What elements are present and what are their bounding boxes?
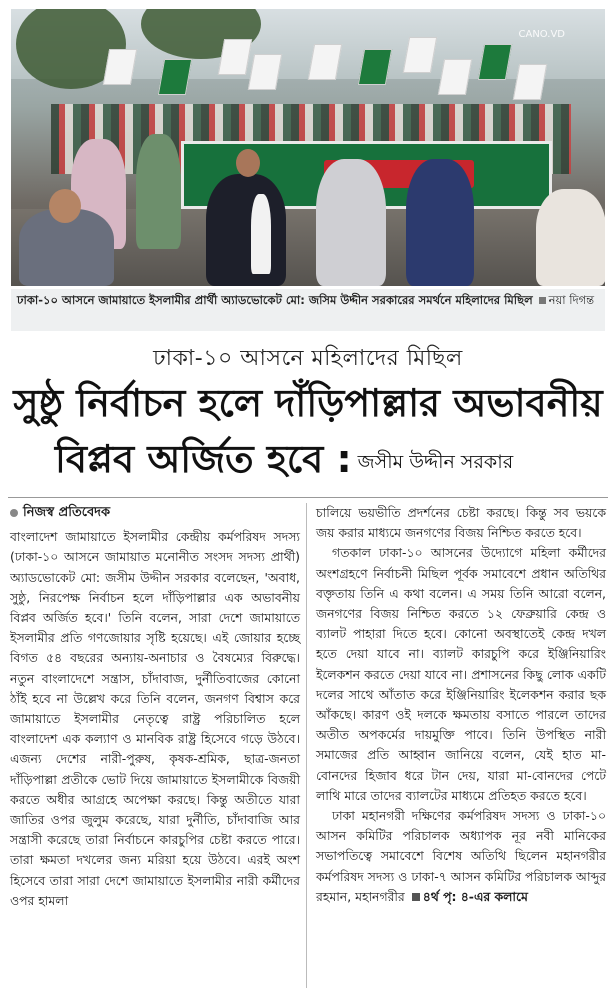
square-bullet-icon [412,893,420,901]
jump-text: ৪র্থ পৃ: ৪-এর কলামে [422,888,528,904]
article-paragraph: চালিয়ে ভয়ভীতি প্রদর্শনের চেষ্টা করছে। কিন্তু সব ভয়কে জয় করার মাধ্যমে জনগণের বিজয় নিশ্চিত করতে হবে। [316,505,606,541]
article-paragraph-text: ঢাকা মহানগরী দক্ষিণের কর্মপরিষদ সদস্য ও ঢাকা-১০ আসন কমিটির পরিচালক অধ্যাপক নূর নবী মানিকের সভাপতিত্বে সমাবেশে বিশেষ অতিথি ছিলেন মহানগরীর কর্মপরিষদ সদস্য ও ঢাকা-৭ আসন কমিটির পরিচালক আব্দুর রহমান, মহানগরীর [316,808,606,904]
caption-text: ঢাকা-১০ আসনে জামায়াতে ইসলামীর প্রার্থী অ্যাডভোকেট মো: জসিম উদ্দীন সরকারের সমর্থনে মহিলাদের মিছিল [17,293,533,307]
photo-watermark: CANO.VD [518,29,565,40]
headline-speaker: জসীম উদ্দীন সরকার [357,450,514,473]
bullet-icon [10,509,18,517]
kicker-heading: ঢাকা-১০ আসনে মহিলাদের মিছিল [153,346,463,371]
article-column-left [10,503,300,911]
headline-line-2-text: বিপ্লব অর্জিত হবে : [55,437,352,481]
rally-photo [11,9,605,286]
headline-line-2 [55,436,615,485]
divider [8,497,608,498]
article-column-right [316,503,606,907]
photo-caption [11,289,605,331]
square-bullet-icon [539,297,546,304]
reporter-line [10,503,300,523]
caption-credit: নয়া দিগন্ত [548,293,595,307]
article-paragraph [316,806,606,907]
column-divider [306,503,307,988]
headline-line-1: সুষ্ঠু নির্বাচন হলে দাঁড়িপাল্লার অভাবনীয় [13,381,603,425]
article-paragraph: গতকাল ঢাকা-১০ আসনের উদ্যোগে মহিলা কর্মীদের অংশগ্রহণে নির্বাচনী মিছিল পূর্বক সমাবেশে প্রধান অতিথির বক্তৃতায় তিনি এ কথা বলেন। এ সময় তিনি আরো বলেন, জনগণের বিজয় নিশ্চিত করতে ১২ ফেব্রুয়ারি কেন্দ্র ও ব্যালট পাহারা দিতে হবে। কোনো অবস্থাতেই কেন্দ্র দখল হতে দেয়া যাবে না। ব্যালট কারচুপি করে ইঞ্জিনিয়ারিং ইলেকশন করতে দেয়া যাবে না। প্রশাসনের কিছু লোক একটি দলের সাথে আঁতাত করে ইঞ্জিনিয়ারিং ইলেকশন করার ছক আঁকছে। কারণ ওই দলকে ক্ষমতায় বসাতে পারলে তাদের অতীত অপকর্মের দায়মুক্তি পাবে। তিনি উপস্থিত নারী সমাজের প্রতি আহ্বান জানিয়ে বলেন, যেই হাত মা-বোনদের হিজাব ধরে টান দেয়, যারা মা-বোনদের পেটে লাথি মারে তাদের ব্যালটের মাধ্যমে প্রতিহত করতে হবে। [316,545,606,803]
article-paragraph: বাংলাদেশ জামায়াতে ইসলামীর কেন্দ্রীয় কর্মপরিষদ সদস্য (ঢাকা-১০ আসনে জামায়াত মনোনীত সংসদ সদস্য প্রার্থী) অ্যাডভোকেট মো: জসীম উদ্দীন সরকার বলেছেন, 'অবাধ, সুষ্ঠু, নিরপেক্ষ নির্বাচন হলে দাঁড়িপাল্লার এক অভাবনীয় বিপ্লব অর্জিত হবে।' তিনি বলেন, সারা দেশে জামায়াতে ইসলামীর প্রতি গণজোয়ার সৃষ্টি হয়েছে। এই জোয়ার হচ্ছে বিগত ৫৪ বছরের অন্যায়-অনাচার ও বৈষম্যের বিরুদ্ধে। নতুন বাংলাদেশে সন্ত্রাস, চাঁদাবাজ, দুর্নীতিবাজের কোনো ঠাঁই হবে না উল্লেখ করে তিনি বলেন, জনগণ বিশ্বাস করে জামায়াতে ইসলামীর নেতৃত্বে রাষ্ট্র পরিচালিত হলে বাংলাদেশ এক কল্যাণ ও মানবিক রাষ্ট্র হিসেবে গড়ে উঠবে। এজন্য দেশের নারী-পুরুষ, কৃষক-শ্রমিক, ছাত্র-জনতা দাঁড়িপাল্লা প্রতীকে ভোট দিয়ে জামায়াতে ইসলামীকে বিজয়ী করতে অধীর আগ্রহে অপেক্ষা করছে। কিন্তু অতীতে যারা জাতির ওপর জুলুম করেছে, যারা দুর্নীতি, চাঁদাবাজি আর সন্ত্রাসী করেছে তারা নির্বাচনে কারচুপির চেষ্টা করতে পারে। তারা ক্ষমতা দখলের জন্য মরিয়া হয়ে উঠবে। এরই অংশ হিসেবে তারা সারা দেশে জামায়াতে ইসলামীর নারী কর্মীদের ওপর হামলা [10,529,300,908]
continued-jump[interactable] [409,889,528,904]
reporter-name: নিজস্ব প্রতিবেদক [23,505,111,520]
